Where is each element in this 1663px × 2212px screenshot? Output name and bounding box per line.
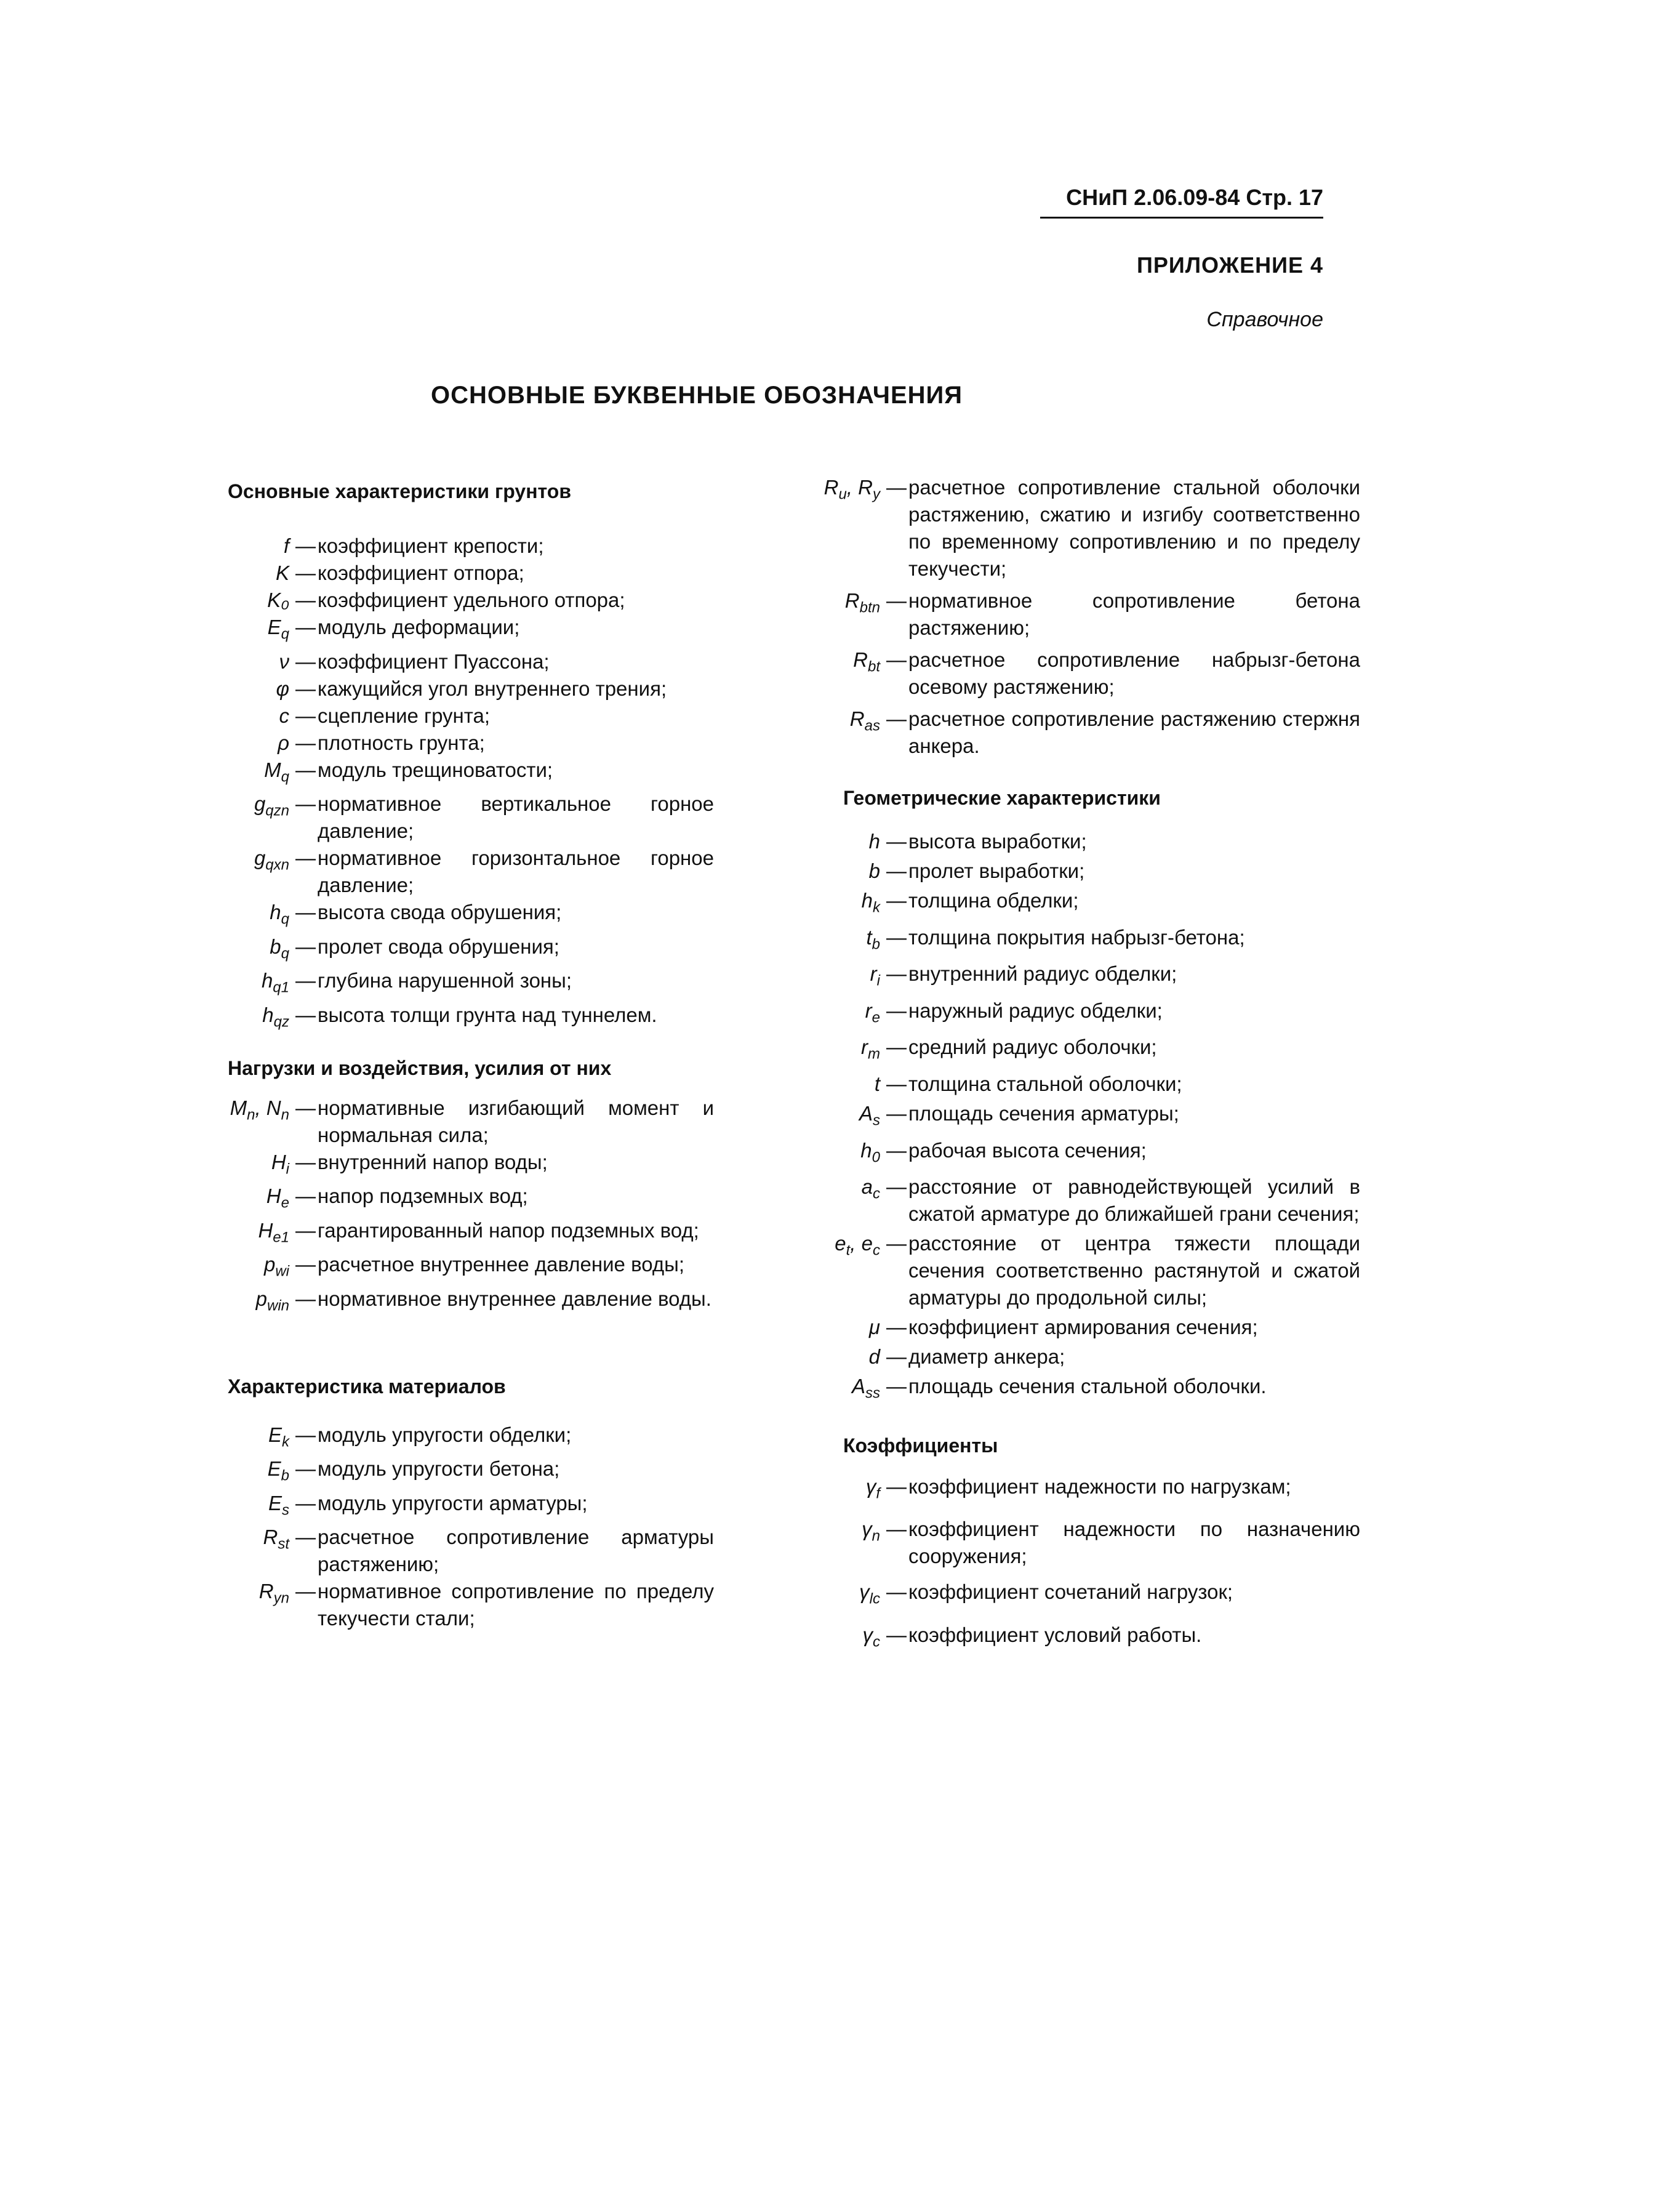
notation-symbol: $R_{yn}$	[258, 1580, 289, 1607]
notation-entry	[160, 1285, 714, 1320]
notation-description: расчетное сопротивление арматуры растяжению;	[318, 1526, 714, 1576]
right-column	[769, 474, 1360, 1665]
notation-symbol: d	[868, 1345, 880, 1369]
notation-entry	[160, 533, 714, 560]
notation-description: коэффициент армирования сечения;	[908, 1316, 1258, 1339]
dash-separator: —	[886, 476, 907, 499]
dash-separator: —	[295, 1580, 316, 1603]
notation-description: толщина стальной оболочки;	[908, 1072, 1182, 1095]
dash-separator: —	[295, 1287, 316, 1310]
notation-entry	[769, 1173, 1360, 1228]
notation-description: внутренний напор воды;	[318, 1150, 548, 1173]
notation-symbol: $a_c$	[861, 1175, 880, 1202]
notation-description: наружный радиус обделки;	[908, 999, 1163, 1022]
dash-separator: —	[295, 561, 316, 584]
notation-symbol: $A_s$	[859, 1101, 880, 1129]
dash-separator: —	[886, 1580, 907, 1604]
notation-entry	[160, 1455, 714, 1490]
dash-separator: —	[295, 1003, 316, 1026]
notation-symbol: $M_q$	[264, 758, 289, 786]
notation-symbol: h	[868, 830, 880, 853]
notation-entry	[160, 560, 714, 587]
dash-separator: —	[886, 1518, 907, 1541]
dash-separator: —	[886, 589, 907, 612]
dash-separator: —	[295, 650, 316, 673]
notation-description: пролет свода обрушения;	[318, 935, 559, 958]
notation-entry	[769, 1034, 1360, 1068]
dash-separator: —	[886, 925, 907, 949]
notation-symbol: K₀	[267, 589, 289, 611]
notation-entry	[769, 1071, 1360, 1098]
notation-entry	[160, 730, 714, 757]
notation-entry	[160, 587, 714, 614]
notation-symbol: $t_b$	[866, 925, 880, 953]
section-heading: Коэффициенты	[843, 1434, 998, 1457]
notation-symbol: $h_{q1}$	[261, 969, 289, 996]
notation-description: коэффициент надежности по назначению сооружения;	[908, 1518, 1360, 1568]
notation-entry	[160, 675, 714, 702]
notation-description: расстояние от центра тяжести площади сечения соответственно растянутой и сжатой арматуры до продольной силы;	[908, 1232, 1360, 1309]
dash-separator: —	[295, 677, 316, 700]
notation-entry	[769, 1373, 1360, 1407]
notation-description: расчетное сопротивление растяжению стержня анкера.	[908, 707, 1360, 757]
notation-description: модуль упругости обделки;	[318, 1423, 572, 1446]
notation-symbol: f	[283, 534, 289, 557]
notation-description: расчетное сопротивление стальной оболочки растяжению, сжатию и изгибу соответственно по временному сопротивлению и по пределу текучести;	[908, 476, 1360, 580]
dash-separator: —	[886, 859, 907, 882]
dash-separator: —	[295, 1096, 316, 1119]
notation-symbol: $h_k$	[861, 889, 880, 916]
notation-description: нормативное сопротивление по пределу текучести стали;	[318, 1580, 714, 1630]
notation-entry	[769, 587, 1360, 641]
notation-description: нормативное сопротивление бетона растяжению;	[908, 589, 1360, 639]
notation-description: модуль упругости бетона;	[318, 1457, 560, 1481]
notation-entry	[160, 648, 714, 675]
dash-separator: —	[886, 707, 907, 730]
dash-separator: —	[295, 534, 316, 557]
notation-description: кажущийся угол внутреннего трения;	[318, 677, 667, 700]
dash-separator: —	[295, 616, 316, 638]
dash-separator: —	[886, 1316, 907, 1339]
notation-entry	[769, 1622, 1360, 1656]
notation-description: коэффициент Пуассона;	[318, 650, 550, 673]
notation-symbol: φ	[276, 677, 289, 700]
notation-description: коэффициент условий работы.	[908, 1623, 1202, 1646]
notation-description: высота толщи грунта над туннелем.	[318, 1003, 657, 1026]
notation-entry	[160, 1251, 714, 1285]
notation-description: нормативные изгибающий момент и нормальная сила;	[318, 1096, 714, 1146]
dash-separator: —	[886, 1036, 907, 1059]
notation-description: средний радиус оболочки;	[908, 1036, 1157, 1059]
notation-entry	[769, 828, 1360, 855]
notation-description: плотность грунта;	[318, 731, 485, 754]
notation-symbol: b	[868, 859, 880, 882]
notation-entry	[769, 924, 1360, 959]
notation-symbol: $M_n$, $N_n$	[230, 1096, 289, 1124]
notation-description: пролет выработки;	[908, 859, 1085, 882]
notation-symbol: $\gamma_n$	[862, 1518, 880, 1545]
notation-entry	[160, 702, 714, 730]
notation-description: высота выработки;	[908, 830, 1087, 853]
dash-separator: —	[886, 1232, 907, 1255]
dash-separator: —	[295, 969, 316, 992]
notation-entry	[769, 887, 1360, 922]
notation-description: глубина нарушенной зоны;	[318, 969, 572, 992]
notation-symbol: $b_q$	[270, 935, 289, 962]
dash-separator: —	[295, 1423, 316, 1446]
notation-symbol: $\gamma_{lc}$	[859, 1580, 880, 1607]
notation-entry	[160, 757, 714, 791]
notation-symbol: $h_0$	[860, 1138, 880, 1166]
notation-description: коэффициент отпора;	[318, 561, 524, 584]
notation-description: диаметр анкера;	[908, 1345, 1065, 1369]
notation-entry	[769, 1230, 1360, 1311]
notation-description: площадь сечения стальной оболочки.	[908, 1375, 1267, 1398]
notation-description: площадь сечения арматуры;	[908, 1101, 1179, 1125]
notation-entry	[160, 1183, 714, 1217]
dash-separator: —	[886, 1345, 907, 1369]
notation-entry	[769, 1100, 1360, 1135]
notation-description: коэффициент сочетаний нагрузок;	[908, 1580, 1233, 1604]
dash-separator: —	[886, 999, 907, 1022]
appendix-label: ПРИЛОЖЕНИЕ 4	[1136, 252, 1323, 278]
notation-symbol: c	[279, 704, 289, 727]
reference-note: Справочное	[1206, 308, 1323, 331]
dash-separator: —	[295, 758, 316, 781]
notation-symbol: $r_m$	[861, 1036, 880, 1063]
notation-symbol: $p_{wi}$	[263, 1253, 289, 1280]
notation-entry	[160, 1002, 714, 1036]
section-heading: Характеристика материалов	[228, 1375, 506, 1398]
notation-entry	[160, 1217, 714, 1252]
notation-entry	[160, 845, 714, 899]
notation-entry	[160, 899, 714, 933]
notation-entry	[769, 1137, 1360, 1172]
notation-entry	[769, 1579, 1360, 1613]
notation-description: рабочая высота сечения;	[908, 1138, 1147, 1162]
notation-entry	[160, 1149, 714, 1183]
notation-description: высота свода обрушения;	[318, 901, 562, 924]
notation-entry	[160, 1578, 714, 1632]
notation-entry	[769, 1473, 1360, 1508]
notation-symbol: $E_k$	[268, 1423, 289, 1450]
dash-separator: —	[886, 889, 907, 912]
notation-symbol: ρ	[278, 731, 289, 754]
notation-entry	[769, 997, 1360, 1032]
dash-separator: —	[886, 1101, 907, 1125]
notation-description: модуль упругости арматуры;	[318, 1491, 588, 1514]
dash-separator: —	[295, 1491, 316, 1514]
dash-separator: —	[886, 1072, 907, 1095]
section-heading: Нагрузки и воздействия, усилия от них	[228, 1056, 612, 1079]
notation-description: напор подземных вод;	[318, 1184, 528, 1208]
notation-entry	[769, 1516, 1360, 1570]
dash-separator: —	[295, 1526, 316, 1549]
dash-separator: —	[295, 1457, 316, 1481]
notation-entry	[160, 967, 714, 1002]
dash-separator: —	[886, 1175, 907, 1199]
notation-description: сцепление грунта;	[318, 704, 491, 727]
notation-symbol: $p_{win}$	[255, 1287, 289, 1314]
notation-symbol: $R_{btn}$	[844, 589, 880, 616]
page-header: СНиП 2.06.09-84 Стр. 17	[1040, 185, 1323, 219]
notation-description: нормативное вертикальное горное давление;	[318, 792, 714, 843]
dash-separator: —	[886, 1623, 907, 1646]
notation-symbol: $h_q$	[270, 901, 289, 928]
dash-separator: —	[295, 589, 316, 611]
notation-description: толщина обделки;	[908, 889, 1079, 912]
notation-symbol: $E_s$	[268, 1491, 289, 1519]
notation-symbol: $e_t$, $e_c$	[835, 1232, 880, 1259]
dash-separator: —	[886, 830, 907, 853]
section-heading: Геометрические характеристики	[843, 787, 1161, 809]
notation-symbol: $\gamma_c$	[862, 1623, 880, 1651]
dash-separator: —	[295, 901, 316, 924]
notation-entry	[160, 1095, 714, 1149]
notation-description: коэффициент удельного отпора;	[318, 589, 625, 611]
dash-separator: —	[295, 935, 316, 958]
notation-symbol: $r_i$	[870, 962, 880, 989]
notation-description: модуль деформации;	[318, 616, 520, 638]
left-column	[160, 480, 714, 1632]
notation-description: коэффициент надежности по нагрузкам;	[908, 1474, 1291, 1498]
notation-entry	[769, 1343, 1360, 1370]
notation-symbol: $H_i$	[271, 1150, 289, 1178]
notation-entry	[160, 933, 714, 968]
document-title: ОСНОВНЫЕ БУКВЕННЫЕ ОБОЗНАЧЕНИЯ	[431, 382, 963, 409]
notation-entry	[160, 1490, 714, 1524]
notation-entry	[769, 646, 1360, 701]
notation-entry	[769, 858, 1360, 885]
dash-separator: —	[295, 1184, 316, 1208]
notation-description: расчетное сопротивление набрызг-бетона осевому растяжению;	[908, 648, 1360, 698]
notation-symbol: $R_u$, $R_y$	[823, 476, 880, 503]
dash-separator: —	[886, 1138, 907, 1162]
dash-separator: —	[886, 1474, 907, 1498]
dash-separator: —	[295, 847, 316, 870]
dash-separator: —	[295, 731, 316, 754]
notation-entry	[160, 614, 714, 648]
notation-symbol: $h_{qz}$	[262, 1003, 289, 1031]
notation-symbol: $H_e$	[266, 1184, 289, 1212]
notation-symbol: $\gamma_f$	[865, 1474, 880, 1502]
notation-symbol: $R_{as}$	[849, 707, 880, 734]
notation-symbol: $E_b$	[267, 1457, 289, 1484]
notation-description: коэффициент крепости;	[318, 534, 544, 557]
notation-symbol: $r_e$	[865, 999, 880, 1026]
notation-symbol: $g_{qzn}$	[254, 792, 289, 819]
dash-separator: —	[886, 1375, 907, 1398]
dash-separator: —	[886, 962, 907, 986]
dash-separator: —	[295, 704, 316, 727]
notation-symbol: $R_{st}$	[263, 1526, 289, 1553]
notation-symbol: $E_q$	[267, 616, 289, 643]
notation-symbol: K	[275, 561, 289, 584]
notation-symbol: $H_{e1}$	[258, 1218, 289, 1246]
notation-symbol: ν	[279, 650, 289, 673]
notation-symbol: $R_{bt}$	[853, 648, 880, 675]
notation-entry	[160, 1422, 714, 1456]
notation-symbol: $A_{ss}$	[851, 1375, 880, 1402]
dash-separator: —	[295, 1218, 316, 1242]
notation-symbol: $g_{qxn}$	[254, 847, 289, 874]
notation-description: внутренний радиус обделки;	[908, 962, 1177, 986]
notation-description: толщина покрытия набрызг-бетона;	[908, 925, 1245, 949]
notation-symbol: t	[874, 1072, 880, 1095]
notation-description: нормативное горизонтальное горное давление;	[318, 847, 714, 897]
dash-separator: —	[295, 792, 316, 816]
dash-separator: —	[295, 1150, 316, 1173]
dash-separator: —	[295, 1253, 316, 1276]
notation-description: расчетное внутреннее давление воды;	[318, 1253, 684, 1276]
notation-entry	[769, 474, 1360, 582]
notation-entry	[769, 960, 1360, 995]
notation-description: гарантированный напор подземных вод;	[318, 1218, 699, 1242]
dash-separator: —	[886, 648, 907, 671]
notation-entry	[160, 790, 714, 845]
notation-description: расстояние от равнодействующей усилий в сжатой арматуре до ближайшей грани сечения;	[908, 1175, 1360, 1226]
section-heading: Основные характеристики грунтов	[228, 480, 571, 502]
notation-description: нормативное внутреннее давление воды.	[318, 1287, 711, 1310]
notation-description: модуль трещиноватости;	[318, 758, 553, 781]
notation-entry	[769, 1314, 1360, 1341]
notation-symbol: μ	[868, 1316, 880, 1339]
notation-entry	[160, 1524, 714, 1578]
notation-entry	[769, 706, 1360, 760]
